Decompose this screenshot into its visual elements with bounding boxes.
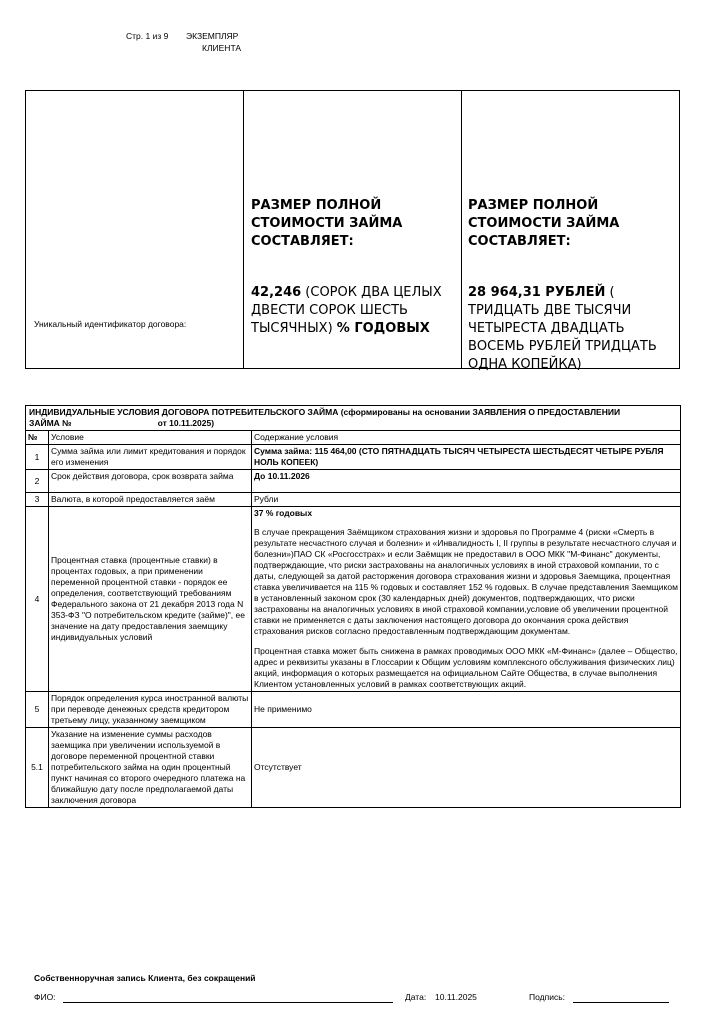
table-title-row — [26, 406, 681, 431]
insurance-paragraph: В случае прекращения Заёмщиком страхования жизни и здоровья по Программе 4 (риски «Смерть в результате несчастного случая и болезни» и «Инвалидность I, II группы в результате несчастного случая и болезни»)ПАО СК «Росгосстрах» и если Заёмщик не предоставил в ООО МКК "М-Финанс" документы, подтверждающие, что риски застрахованы на аналогичных условиях в иной страховой компании, то с даты, следующей за датой расторжения договора страхования жизни и здоровья Заемщика, процентная ставка увеличивается на 115 % годовых и составляет 152 % годовых. В случае представления Заемщиком в установленный законом срок (30 календарных дней) документов, подтверждающих, что риски застрахованы на аналогичных условиях в иной страховой компании,условие об увеличении процентной ставки не применяется с даты заключения настоящего договора до окончания срока действия страхования рисков согласно предоставленным подтверждающим документам. — [254, 527, 678, 636]
table-row: 5.1 Указание на изменение суммы расходов заемщика при увеличении используемой в договоре переменной процентной ставки потребительского займа на один процентный пункт начиная со второго очередного платежа на ближайшую дату после предполагаемой даты заключения договора Отсутствует — [26, 728, 681, 808]
col-header-condition: Условие — [49, 431, 252, 445]
fio-label: ФИО: — [34, 992, 56, 1002]
individual-conditions-table — [25, 405, 681, 808]
signature-title: Собственноручная запись Клиента, без сокращений — [34, 973, 256, 983]
table-header-row — [26, 431, 681, 445]
table-title: ИНДИВИДУАЛЬНЫЕ УСЛОВИЯ ДОГОВОРА ПОТРЕБИТЕЛЬСКОГО ЗАЙМА (сформированы на основании ЗАЯВЛЕНИЯ О ПРЕДОСТАВЛЕНИИ ЗАЙМА № от 10.11.2025) — [26, 406, 681, 431]
date-label: Дата: — [405, 992, 427, 1002]
table-row: 2 Срок действия договора, срок возврата займа До 10.11.2026 — [26, 470, 681, 493]
copy-label-line2: КЛИЕНТА — [202, 43, 242, 53]
fio-input-line[interactable] — [63, 992, 393, 1003]
loan-cost-percent-value: 42,246 (СОРОК ДВА ЦЕЛЫХ ДВЕСТИ СОРОК ШЕСТЬ ТЫСЯЧНЫХ) % ГОДОВЫХ — [251, 285, 442, 336]
table-row: 3 Валюта, в которой предоставляется заём Рубли — [26, 493, 681, 507]
signature-label: Подпись: — [529, 992, 566, 1002]
interest-rate-content — [252, 507, 681, 692]
copy-label-line1: ЭКЗЕМПЛЯР — [186, 31, 239, 41]
loan-cost-percent-title: РАЗМЕР ПОЛНОЙ СТОИМОСТИ ЗАЙМА СОСТАВЛЯЕТ: — [251, 198, 403, 249]
table-row: 4 Процентная ставка (процентные ставки) в процентах годовых, а при применении переменной процентной ставки - порядок ее определения, соответствующий требованиям Федерального закона от 21 декабря 2013 года N 353-ФЗ "О потребительском кредите (займе)", ее значение на дату предоставления заемщику индивидуальных условий 37 % годовых В случае прекращения Заёмщиком страхования жизни и здоровья по Программе 4 (риски «Смерть в результате несчастного случая и болезни» и «Инвалидность I, II группы в результате несчастного случая и болезни»)ПАО СК «Росгосстрах» и если Заёмщик не предоставил в ООО МКК "М-Финанс" документы, подтверждающие, что риски застрахованы на аналогичных условиях в иной страховой компании, то с даты, следующей за датой расторжения договора страхования жизни и здоровья Заемщика, процентная ставка увеличивается на 115 % годовых и составляет 152 % годовых. В случае представления Заемщиком в установленный законом срок (30 календарных дней) документов, подтверждающих, что риски застрахованы на аналогичных условиях в иной страховой компании,условие об увеличении процентной ставки не применяется с даты заключения настоящего договора до окончания срока действия страхования рисков согласно предоставленным подтверждающим документам. Процентная ставка может быть снижена в рамках проводимых ООО МКК «М-Финанс» (далее – Общество, адрес и реквизиты указаны в Глоссарии к Общим условиям комплексного обслуживания физических лиц) акций, информация о которых размещается на официальном Сайте Общества, в случае выполнения Клиентом установленных условий в рамках соответствующих акций. — [26, 507, 681, 692]
date-value: 10.11.2025 — [435, 992, 477, 1002]
interest-rate-value: 37 % годовых — [254, 508, 313, 518]
page-number: Стр. 1 из 9 — [126, 31, 169, 41]
col-header-content: Содержание условия — [252, 431, 681, 445]
signature-input-line[interactable] — [573, 992, 669, 1003]
promo-paragraph: Процентная ставка может быть снижена в рамках проводимых ООО МКК «М-Финанс» (далее – Общество, адрес и реквизиты указаны в Глоссарии к Общим условиям комплексного обслуживания физических лиц) акций, информация о которых размещается на официальном Сайте Общества, в случае выполнения Клиентом установленных условий в рамках соответствующих акций. — [254, 646, 678, 689]
loan-cost-rub-title: РАЗМЕР ПОЛНОЙ СТОИМОСТИ ЗАЙМА СОСТАВЛЯЕТ: — [468, 198, 620, 249]
table-row: 1 Сумма займа или лимит кредитования и порядок его изменения Сумма займа: 115 464,00 (СТО ПЯТНАДЦАТЬ ТЫСЯЧ ЧЕТЫРЕСТА ШЕСТЬДЕСЯТ ЧЕТЫРЕ РУБЛЯ НОЛЬ КОПЕЕК) — [26, 445, 681, 470]
contract-id-label: Уникальный идентификатор договора: — [34, 319, 187, 329]
col-header-number: № — [26, 431, 49, 445]
table-row: 5 Порядок определения курса иностранной валюты при переводе денежных средств кредитором третьему лицу, указанному заемщиком Не применимо — [26, 692, 681, 728]
loan-cost-box — [25, 90, 680, 372]
loan-cost-rub-value: 28 964,31 РУБЛЕЙ ( ТРИДЦАТЬ ДВЕ ТЫСЯЧИ ЧЕТЫРЕСТА ДВАДЦАТЬ ВОСЕМЬ РУБЛЕЙ ТРИДЦАТЬ ОДНА КОПЕЙКА) — [468, 285, 657, 372]
